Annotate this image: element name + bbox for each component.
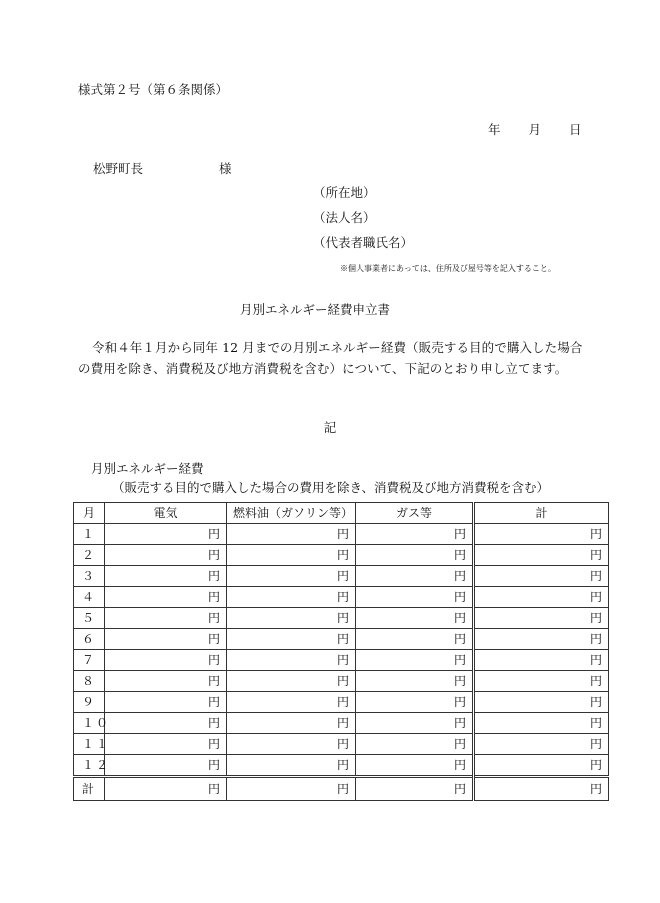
fuel-oil-yen-cell[interactable]: 円 bbox=[227, 777, 356, 801]
month-cell: ２ bbox=[74, 545, 105, 566]
addressee bbox=[93, 161, 232, 176]
electricity-yen-cell[interactable]: 円 bbox=[105, 524, 227, 545]
fuel-oil-yen-cell[interactable]: 円 bbox=[227, 524, 356, 545]
month-cell: １ bbox=[74, 524, 105, 545]
table-total-row bbox=[74, 777, 609, 801]
table-row bbox=[74, 713, 609, 734]
electricity-yen-cell[interactable]: 円 bbox=[105, 755, 227, 777]
total-yen-cell[interactable]: 円 bbox=[474, 755, 609, 777]
table-row bbox=[74, 734, 609, 755]
gas-yen-cell[interactable]: 円 bbox=[356, 777, 474, 801]
month-cell: ４ bbox=[74, 587, 105, 608]
gas-yen-cell[interactable]: 円 bbox=[356, 587, 474, 608]
document-title: 月別エネルギー経費申立書 bbox=[239, 302, 390, 317]
ki-heading: 記 bbox=[323, 420, 337, 435]
table-header-row bbox=[74, 503, 609, 524]
total-yen-cell[interactable]: 円 bbox=[474, 524, 609, 545]
fuel-oil-yen-cell[interactable]: 円 bbox=[227, 566, 356, 587]
total-yen-cell[interactable]: 円 bbox=[474, 671, 609, 692]
fuel-oil-yen-cell[interactable]: 円 bbox=[227, 650, 356, 671]
fuel-oil-yen-cell[interactable]: 円 bbox=[227, 755, 356, 777]
header-electricity: 電気 bbox=[105, 503, 227, 524]
fuel-oil-yen-cell[interactable]: 円 bbox=[227, 671, 356, 692]
body-text: 令和４年１月から同年 12 月までの月別エネルギー経費（販売する目的で購入した場合の費用を除き、消費税及び地方消費税を含む）について、下記のとおり申し立てます。 bbox=[78, 340, 583, 376]
header-month: 月 bbox=[74, 503, 105, 524]
total-yen-cell[interactable]: 円 bbox=[474, 734, 609, 755]
table-row bbox=[74, 545, 609, 566]
addressee-name: 松野町長 bbox=[93, 161, 144, 176]
electricity-yen-cell[interactable]: 円 bbox=[105, 608, 227, 629]
electricity-yen-cell[interactable]: 円 bbox=[105, 734, 227, 755]
gas-yen-cell[interactable]: 円 bbox=[356, 545, 474, 566]
fuel-oil-yen-cell[interactable]: 円 bbox=[227, 692, 356, 713]
fuel-oil-yen-cell[interactable]: 円 bbox=[227, 629, 356, 650]
fuel-oil-yen-cell[interactable]: 円 bbox=[227, 587, 356, 608]
gas-yen-cell[interactable]: 円 bbox=[356, 755, 474, 777]
table-row bbox=[74, 587, 609, 608]
fuel-oil-yen-cell[interactable]: 円 bbox=[227, 608, 356, 629]
total-yen-cell[interactable]: 円 bbox=[474, 587, 609, 608]
date-month: 月 bbox=[528, 122, 542, 137]
form-number: 様式第２号（第６条関係） bbox=[78, 82, 229, 97]
month-cell: ５ bbox=[74, 608, 105, 629]
electricity-yen-cell[interactable]: 円 bbox=[105, 566, 227, 587]
fuel-oil-yen-cell[interactable]: 円 bbox=[227, 545, 356, 566]
month-cell: １１ bbox=[74, 734, 105, 755]
table-row bbox=[74, 524, 609, 545]
header-total: 計 bbox=[474, 503, 609, 524]
total-yen-cell[interactable]: 円 bbox=[474, 692, 609, 713]
total-yen-cell[interactable]: 円 bbox=[474, 566, 609, 587]
total-yen-cell[interactable]: 円 bbox=[474, 650, 609, 671]
header-gas: ガス等 bbox=[356, 503, 474, 524]
gas-yen-cell[interactable]: 円 bbox=[356, 608, 474, 629]
month-cell: １０ bbox=[74, 713, 105, 734]
gas-yen-cell[interactable]: 円 bbox=[356, 692, 474, 713]
date-day: 日 bbox=[569, 122, 582, 137]
company-label: （法人名） bbox=[313, 210, 376, 225]
electricity-yen-cell[interactable]: 円 bbox=[105, 692, 227, 713]
location-label: （所在地） bbox=[313, 185, 376, 200]
date-line bbox=[488, 122, 582, 137]
month-cell: １２ bbox=[74, 755, 105, 777]
sole-proprietor-note: ※個人事業者にあっては、住所及び屋号等を記入すること。 bbox=[340, 264, 556, 273]
total-yen-cell[interactable]: 円 bbox=[474, 629, 609, 650]
table-row bbox=[74, 755, 609, 777]
table-row bbox=[74, 671, 609, 692]
representative-label: （代表者職氏名） bbox=[313, 235, 414, 250]
gas-yen-cell[interactable]: 円 bbox=[356, 713, 474, 734]
table-row bbox=[74, 650, 609, 671]
total-yen-cell[interactable]: 円 bbox=[474, 608, 609, 629]
expense-table bbox=[73, 502, 609, 801]
table-row bbox=[74, 608, 609, 629]
month-cell: ７ bbox=[74, 650, 105, 671]
section-subtitle: （販売する目的で購入した場合の費用を除き、消費税及び地方消費税を含む） bbox=[112, 480, 550, 495]
fuel-oil-yen-cell[interactable]: 円 bbox=[227, 713, 356, 734]
electricity-yen-cell[interactable]: 円 bbox=[105, 650, 227, 671]
total-yen-cell[interactable]: 円 bbox=[474, 713, 609, 734]
table-body bbox=[74, 524, 609, 801]
header-fuel-oil: 燃料油（ガソリン等） bbox=[227, 503, 356, 524]
electricity-yen-cell[interactable]: 円 bbox=[105, 587, 227, 608]
addressee-honorific: 様 bbox=[219, 161, 232, 176]
electricity-yen-cell[interactable]: 円 bbox=[105, 545, 227, 566]
electricity-yen-cell[interactable]: 円 bbox=[105, 713, 227, 734]
gas-yen-cell[interactable]: 円 bbox=[356, 524, 474, 545]
section-title: 月別エネルギー経費 bbox=[91, 461, 204, 476]
electricity-yen-cell[interactable]: 円 bbox=[105, 671, 227, 692]
total-yen-cell[interactable]: 円 bbox=[474, 545, 609, 566]
electricity-yen-cell[interactable]: 円 bbox=[105, 629, 227, 650]
gas-yen-cell[interactable]: 円 bbox=[356, 671, 474, 692]
gas-yen-cell[interactable]: 円 bbox=[356, 566, 474, 587]
table-row bbox=[74, 566, 609, 587]
table-row bbox=[74, 629, 609, 650]
total-label: 計 bbox=[74, 777, 105, 801]
fuel-oil-yen-cell[interactable]: 円 bbox=[227, 734, 356, 755]
date-year: 年 bbox=[488, 122, 501, 137]
month-cell: ８ bbox=[74, 671, 105, 692]
total-yen-cell[interactable]: 円 bbox=[474, 777, 609, 801]
table-row bbox=[74, 692, 609, 713]
gas-yen-cell[interactable]: 円 bbox=[356, 734, 474, 755]
month-cell: ６ bbox=[74, 629, 105, 650]
gas-yen-cell[interactable]: 円 bbox=[356, 629, 474, 650]
month-cell: ３ bbox=[74, 566, 105, 587]
gas-yen-cell[interactable]: 円 bbox=[356, 650, 474, 671]
month-cell: ９ bbox=[74, 692, 105, 713]
electricity-yen-cell[interactable]: 円 bbox=[105, 777, 227, 801]
